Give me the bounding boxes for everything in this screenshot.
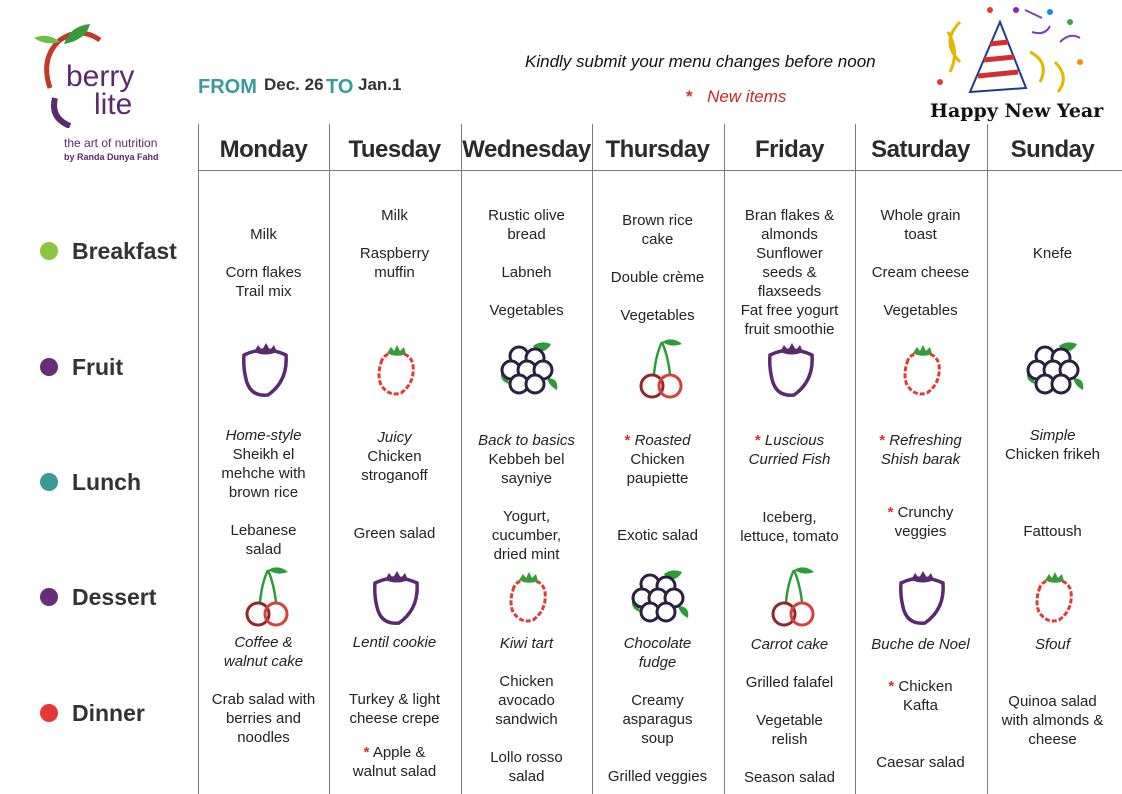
dinner-cell-thursday: Creamy asparagus soup Grilled veggies — [607, 692, 708, 785]
lunch-cell-tuesday: Juicy Chicken stroganoff Green salad — [353, 429, 436, 542]
day-header-saturday: Saturday — [871, 136, 970, 163]
dinner-cell-tuesday: Turkey & light cheese crepe * Apple & walnut salad — [348, 691, 441, 780]
meal-label-dessert: Dessert — [72, 584, 157, 610]
logo-word-lite: lite — [94, 88, 133, 121]
new-item-star: * — [887, 504, 894, 521]
fruit-dot — [40, 358, 58, 376]
party-hat-icon — [930, 2, 1110, 102]
new-star: * — [686, 87, 693, 106]
to-label: TO — [326, 76, 354, 98]
raspberry-icon — [493, 564, 563, 630]
new-item-star: * — [754, 432, 761, 449]
dinner-cell-monday: Crab salad with berries and noodles — [211, 691, 316, 746]
dinner-dot — [40, 704, 58, 722]
breakfast-cell-monday: Milk Corn flakes Trail mix — [225, 226, 302, 300]
dessert-cell-friday: Carrot cake — [750, 636, 829, 653]
cherry-icon — [230, 562, 300, 628]
new-items-label: New items — [707, 87, 787, 106]
day-header-monday: Monday — [219, 136, 308, 163]
breakfast-cell-saturday: Whole grain toast Cream cheese Vegetables — [871, 207, 970, 319]
new-item-star: * — [624, 432, 631, 449]
new-item-star: * — [888, 678, 895, 695]
raspberry-icon — [361, 337, 431, 403]
lunch-cell-monday: Home-style Sheikh el mehche with brown rice Lebanese salad — [221, 427, 306, 558]
header-divider — [198, 170, 1122, 171]
dessert-cell-monday: Coffee & walnut cake — [223, 634, 304, 670]
dessert-cell-saturday: Buche de Noel — [871, 636, 970, 653]
dessert-cell-wednesday: Kiwi tart — [499, 635, 554, 652]
dinner-cell-friday: Grilled falafel Vegetable relish Season salad — [744, 674, 835, 786]
plum-icon — [361, 565, 431, 631]
breakfast-cell-sunday: Knefe — [1032, 245, 1073, 262]
party-hat-graphic — [930, 2, 1110, 127]
lunch-cell-sunday: Simple Chicken frikeh Fattoush — [1004, 427, 1101, 540]
day-header-sunday: Sunday — [1010, 136, 1095, 163]
raspberry-icon — [1019, 564, 1089, 630]
meal-label-breakfast: Breakfast — [72, 238, 177, 264]
new-item-star: * — [879, 432, 886, 449]
breakfast-cell-tuesday: Milk Raspberry muffin — [359, 207, 430, 281]
grape-icon — [624, 562, 694, 628]
lunch-cell-saturday: * Refreshing Shish barak * Crunchy veggies — [879, 432, 962, 540]
to-date: Jan.1 — [358, 75, 402, 94]
new-item-star: * — [363, 744, 370, 761]
plum-icon — [887, 565, 957, 631]
logo-word-berry: berry — [66, 60, 135, 93]
meal-label-dinner: Dinner — [72, 700, 145, 726]
brand-logo — [30, 18, 180, 168]
day-header-tuesday: Tuesday — [348, 136, 441, 163]
lunch-cell-thursday: * Roasted Chicken paupiette Exotic salad — [617, 432, 698, 544]
dessert-dot — [40, 588, 58, 606]
lunch-dot — [40, 473, 58, 491]
day-header-wednesday: Wednesday — [462, 136, 591, 163]
logo-byline: by Randa Dunya Fahd — [64, 152, 159, 162]
new-items-legend — [686, 87, 786, 107]
lunch-cell-wednesday: Back to basics Kebbeh bel sayniye Yogurt, cucumber, dried mint — [478, 432, 575, 563]
dessert-cell-tuesday: Lentil cookie — [352, 634, 437, 651]
cherry-icon — [624, 334, 694, 400]
dessert-cell-sunday: Sfouf — [1034, 636, 1071, 653]
logo-tagline: the art of nutrition — [64, 136, 158, 150]
dinner-cell-saturday: * Chicken Kafta Caesar salad — [876, 678, 965, 771]
meal-label-lunch: Lunch — [72, 469, 141, 495]
grape-icon — [1019, 334, 1089, 400]
breakfast-dot — [40, 242, 58, 260]
plum-icon — [756, 337, 826, 403]
from-label: FROM — [198, 76, 257, 98]
raspberry-icon — [887, 337, 957, 403]
cherry-icon — [756, 562, 826, 628]
breakfast-cell-thursday: Brown rice cake Double crème Vegetables — [610, 212, 705, 324]
meal-label-fruit: Fruit — [72, 354, 124, 380]
grape-icon — [493, 334, 563, 400]
dessert-cell-thursday: Chocolate fudge — [623, 635, 692, 671]
greeting-text: Happy New Year — [930, 100, 1104, 122]
from-date: Dec. 26 — [264, 75, 324, 94]
day-header-thursday: Thursday — [605, 136, 710, 163]
plum-icon — [230, 337, 300, 403]
day-header-friday: Friday — [754, 136, 825, 163]
lunch-cell-friday: * Luscious Curried Fish Iceberg, lettuce, tomato — [740, 432, 839, 545]
dinner-cell-wednesday: Chicken avocado sandwich Lollo rosso salad — [490, 673, 563, 785]
breakfast-cell-friday: Bran flakes & almonds Sunflower seeds & flaxseeds Fat free yogurt fruit smoothie — [740, 207, 839, 338]
breakfast-cell-wednesday: Rustic olive bread Labneh Vegetables — [488, 207, 565, 319]
submit-notice: Kindly submit your menu changes before noon — [525, 52, 876, 71]
dinner-cell-sunday: Quinoa salad with almonds & cheese — [1001, 693, 1104, 748]
